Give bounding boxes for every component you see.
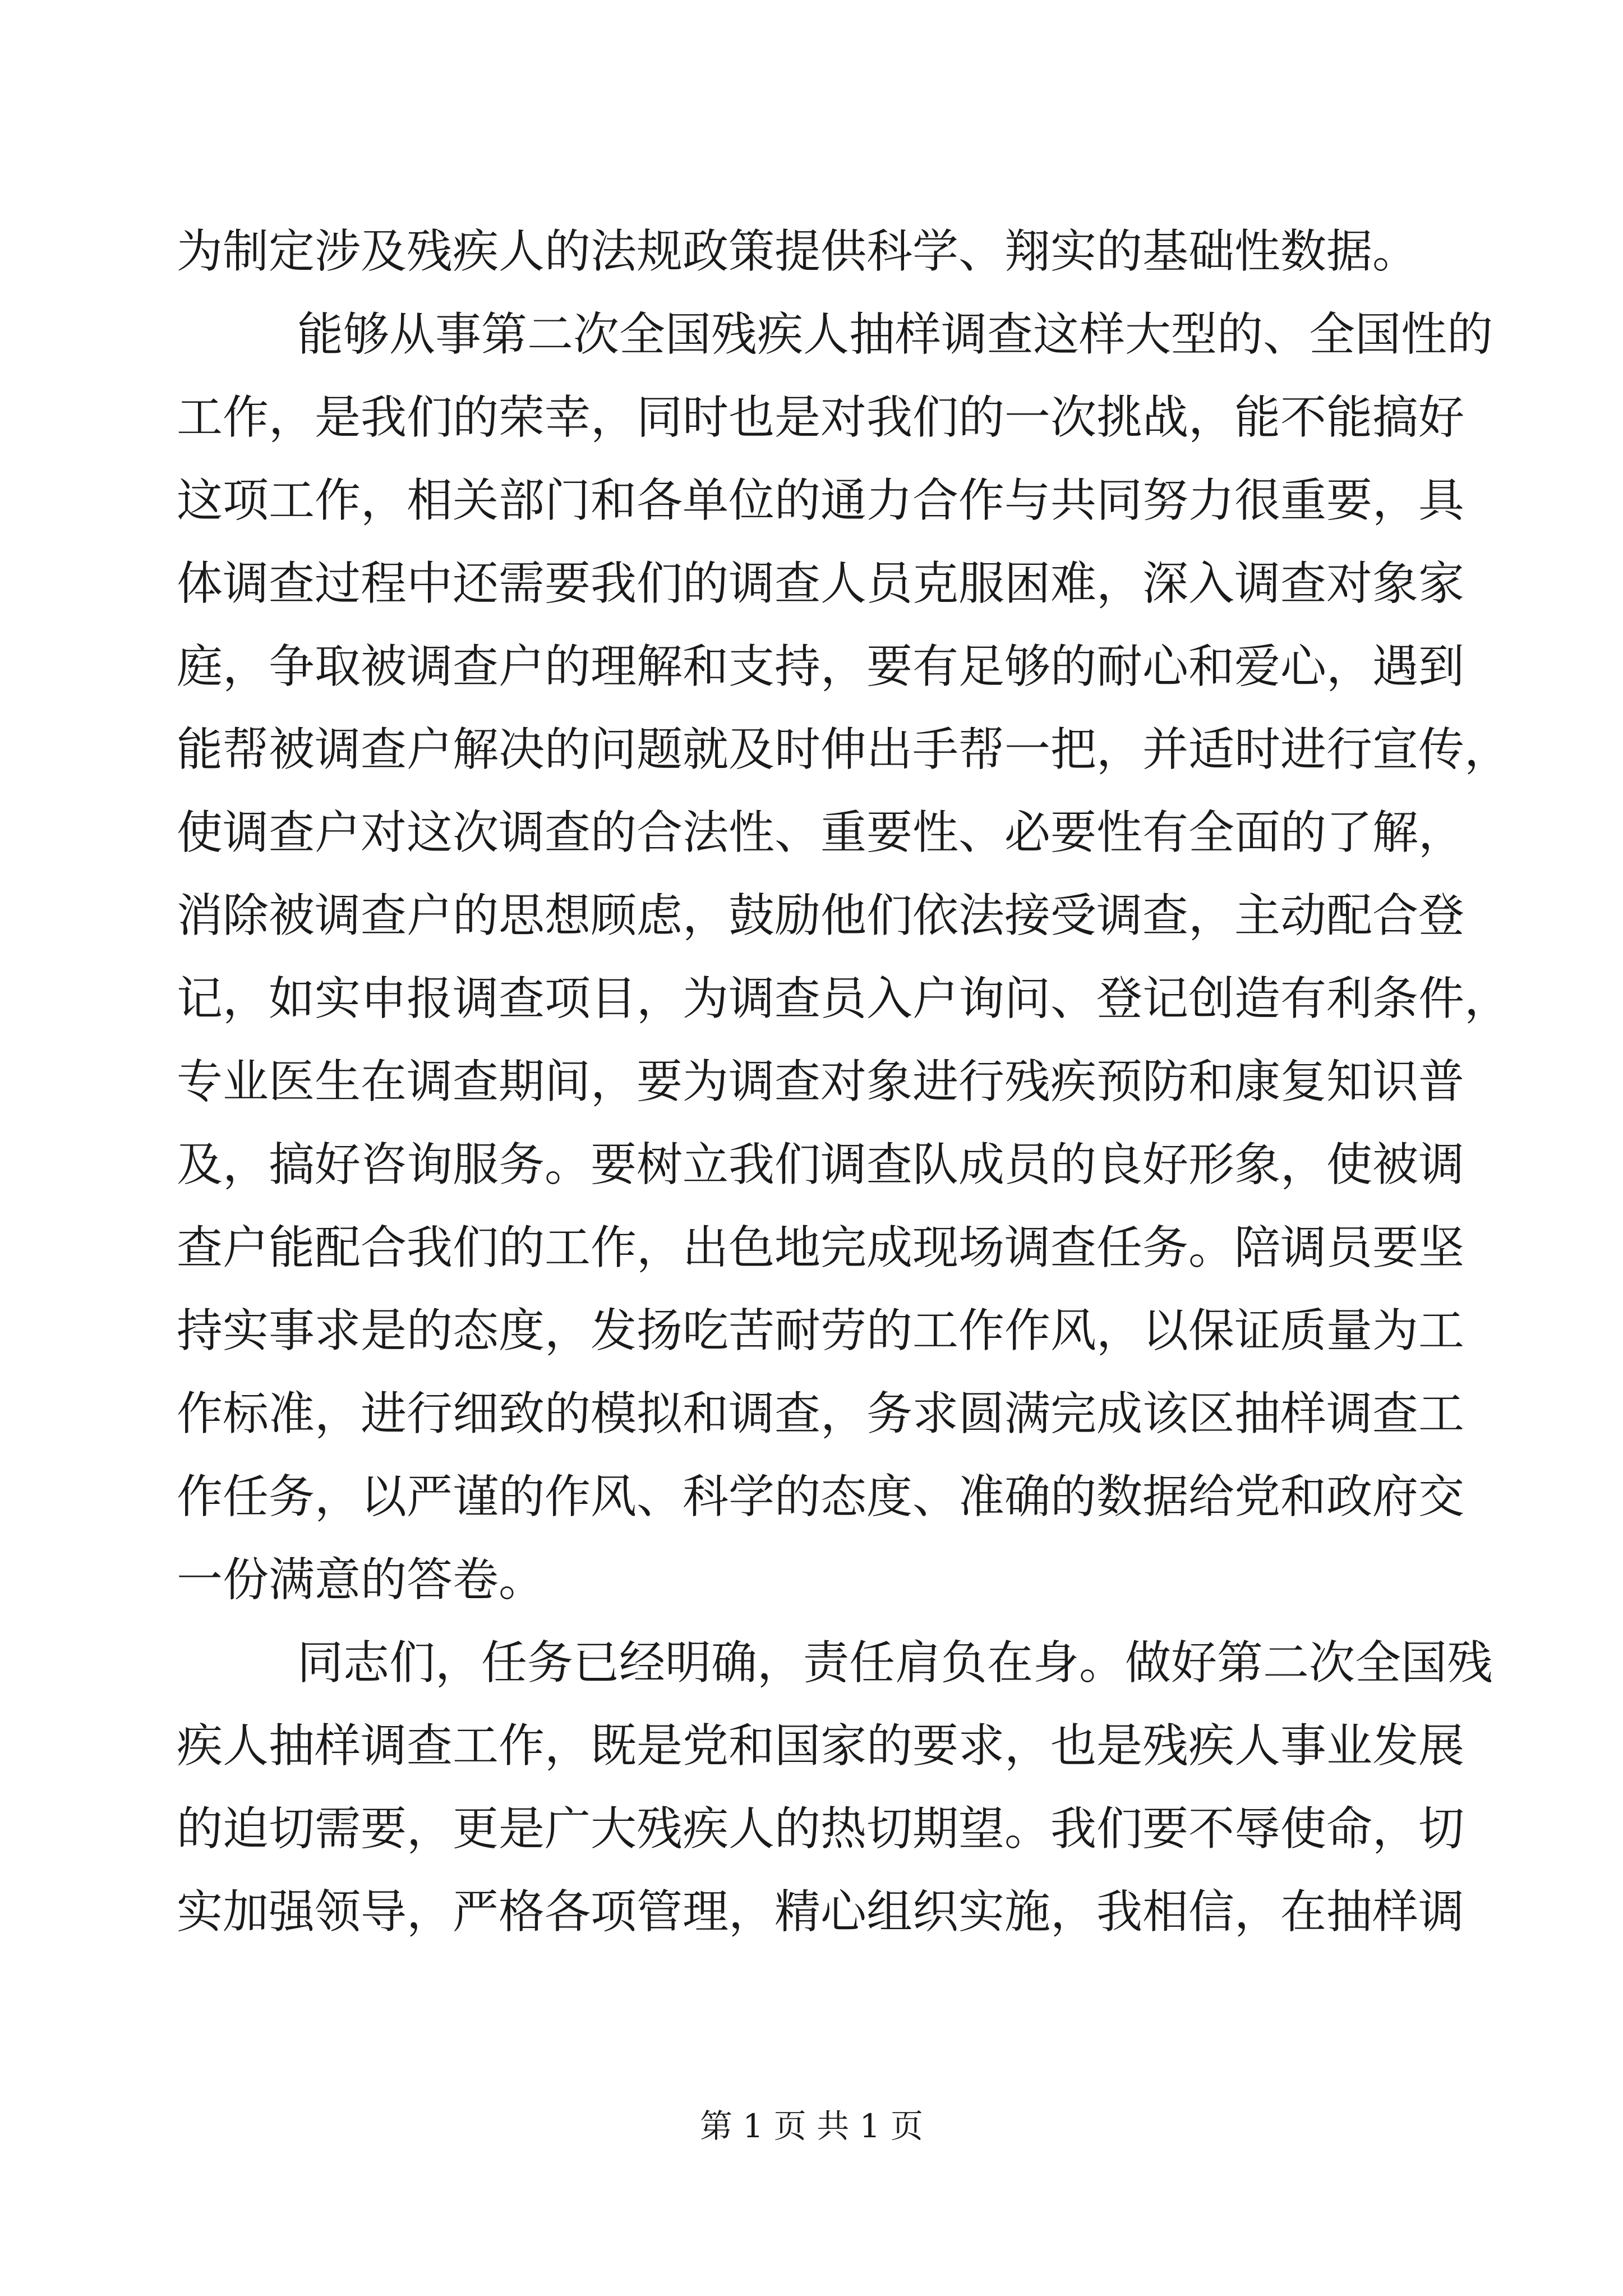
text-line: 消除被调查户的思想顾虑，鼓励他们依法接受调查，主动配合登 <box>177 889 1465 942</box>
text-line: 使调查户对这次调查的合法性、重要性、必要性有全面的了解， <box>177 806 1465 859</box>
text-line: 能帮被调查户解决的问题就及时伸出手帮一把，并适时进行宣传， <box>177 723 1511 776</box>
text-line: 作任务，以严谨的作风、科学的态度、准确的数据给党和政府交 <box>177 1470 1465 1524</box>
text-line: 庭，争取被调查户的理解和支持，要有足够的耐心和爱心，遇到 <box>177 640 1465 693</box>
text-line: 的迫切需要，更是广大残疾人的热切期望。我们要不辱使命，切 <box>177 1802 1465 1856</box>
text-line: 专业医生在调查期间，要为调查对象进行残疾预防和康复知识普 <box>177 1055 1465 1108</box>
text-line: 查户能配合我们的工作，出色地完成现场调查任务。陪调员要坚 <box>177 1221 1465 1274</box>
text-line: 体调查过程中还需要我们的调查人员克服困难，深入调查对象家 <box>177 557 1465 610</box>
paragraph-first-line: 同志们，任务已经明确，责任肩负在身。做好第二次全国残 <box>297 1636 1493 1690</box>
text-line: 这项工作，相关部门和各单位的通力合作与共同努力很重要，具 <box>177 474 1465 527</box>
text-line: 记，如实申报调查项目，为调查员入户询问、登记创造有利条件， <box>177 972 1511 1025</box>
page-number-footer: 第 1 页 共 1 页 <box>700 2107 923 2145</box>
text-line: 实加强领导，严格各项管理，精心组织实施，我相信，在抽样调 <box>177 1885 1465 1939</box>
paragraph-last-line: 一份满意的答卷。 <box>177 1553 545 1607</box>
text-line: 作标准，进行细致的模拟和调查，务求圆满完成该区抽样调查工 <box>177 1387 1465 1441</box>
text-line: 及，搞好咨询服务。要树立我们调查队成员的良好形象，使被调 <box>177 1138 1465 1191</box>
paragraph-first-line: 能够从事第二次全国残疾人抽样调查这样大型的、全国性的 <box>297 308 1493 361</box>
text-line: 工作，是我们的荣幸，同时也是对我们的一次挑战，能不能搞好 <box>177 391 1465 444</box>
text-line: 疾人抽样调查工作，既是党和国家的要求，也是残疾人事业发展 <box>177 1719 1465 1773</box>
document-body <box>177 210 1511 1954</box>
text-line: 持实事求是的态度，发扬吃苦耐劳的工作作风，以保证质量为工 <box>177 1304 1465 1358</box>
text-line: 为制定涉及残疾人的法规政策提供科学、翔实的基础性数据。 <box>177 225 1419 278</box>
